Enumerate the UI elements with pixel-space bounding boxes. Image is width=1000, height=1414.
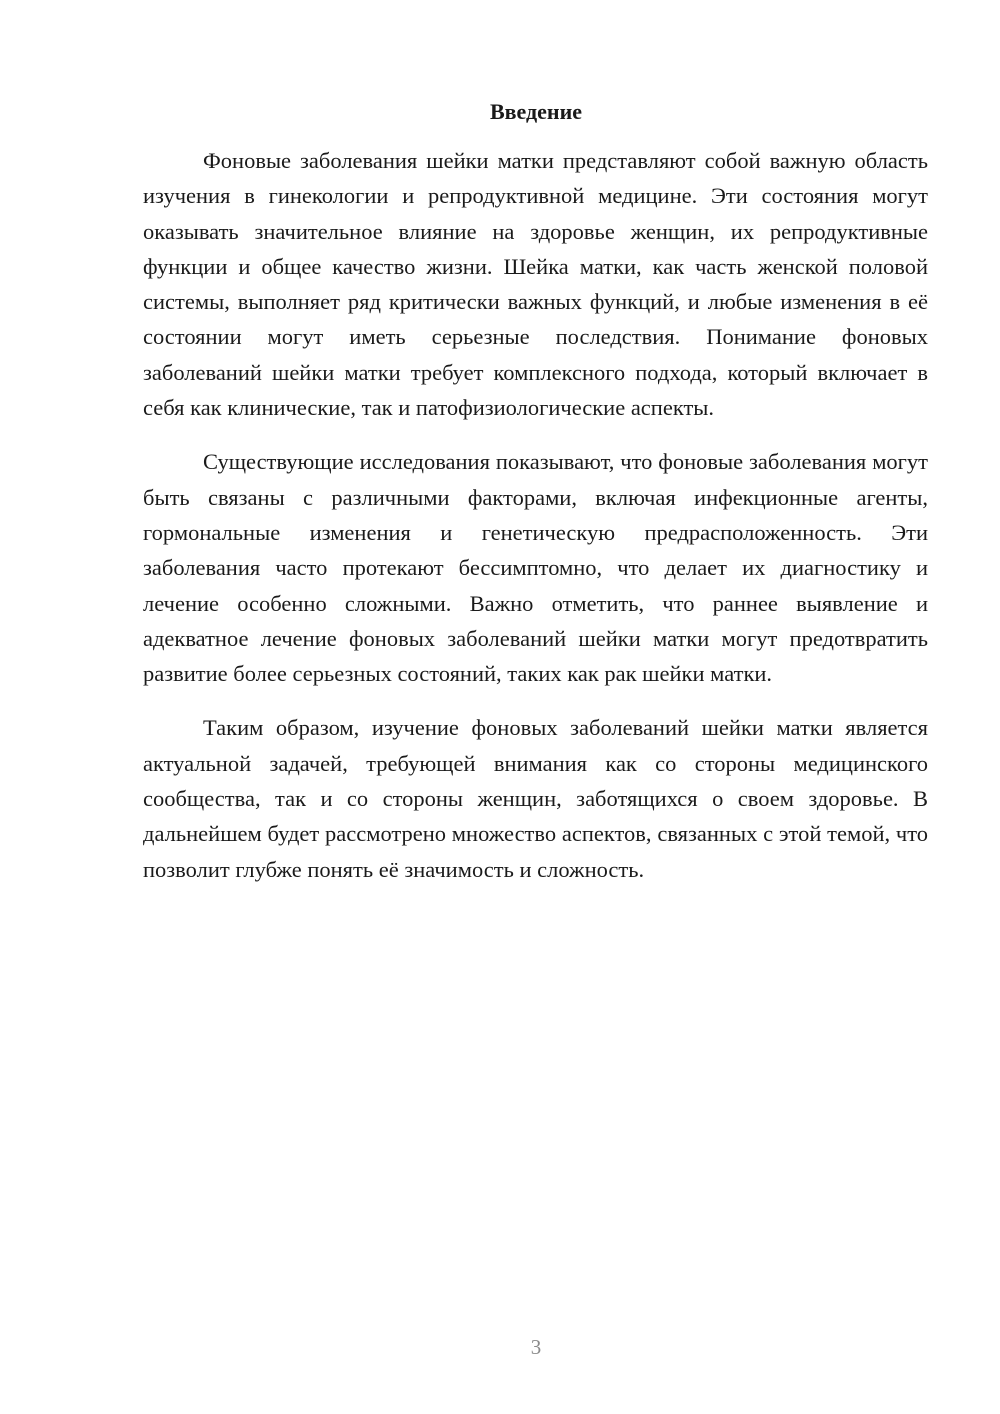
paragraph-2: Существующие исследования показывают, что фоновые заболевания могут быть связаны с различными факторами, включая инфекционные агенты, гормональные изменения и генетическую предрасположенность. Эти заболевания часто протекают бессимптомно, что делает их диагностику и лечение особенно сложными. Важно отметить, что раннее выявление и адекватное лечение фоновых заболеваний шейки матки могут предотвратить развитие более серьезных состояний, таких как рак шейки матки.: [143, 449, 928, 687]
paragraph-3: Таким образом, изучение фоновых заболеваний шейки матки является актуальной задачей, требующей внимания как со стороны медицинского сообщества, так и со стороны женщин, заботящихся о своем здоровье. В дальнейшем будет рассмотрено множество аспектов, связанных с этой темой, что позволит глубже понять её значимость и сложность.: [143, 715, 928, 882]
section-heading: Введение: [489, 99, 583, 124]
paragraph-1: Фоновые заболевания шейки матки представляют собой важную область изучения в гинекологии и репродуктивной медицине. Эти состояния могут оказывать значительное влияние на здоровье женщин, их репродуктивные функции и общее качество жизни. Шейка матки, как часть женской половой системы, выполняет ряд критически важных функций, и любые изменения в её состоянии могут иметь серьезные последствия. Понимание фоновых заболеваний шейки матки требует комплексного подхода, который включает в себя как клинические, так и патофизиологические аспекты.: [143, 148, 928, 421]
page-number: 3: [530, 1335, 542, 1359]
body-text: [143, 143, 928, 906]
